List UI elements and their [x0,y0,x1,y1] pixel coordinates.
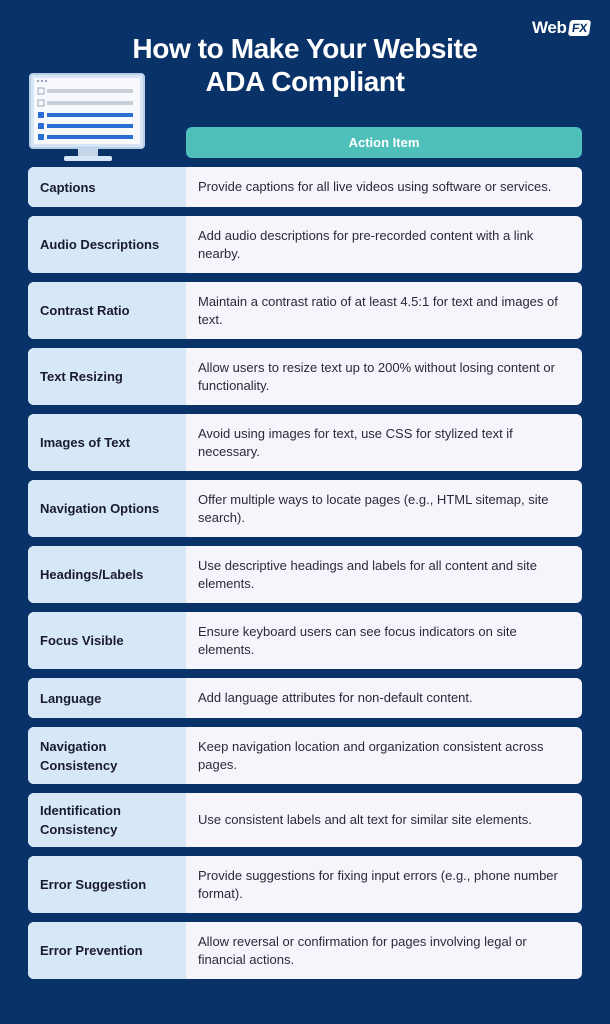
row-description: Maintain a contrast ratio of at least 4.5:1 for text and images of text. [198,293,558,327]
row-label: Focus Visible [28,612,186,669]
row-label: Captions [28,167,186,207]
table-row [28,216,582,273]
compliance-table [28,167,582,988]
row-description: Allow reversal or confirmation for pages involving legal or financial actions. [198,933,527,967]
title-line-1: How to Make Your Website [132,33,478,64]
table-row [28,414,582,471]
table-row [28,678,582,718]
monitor-icon [28,70,148,166]
table-row [28,856,582,913]
row-description: Provide suggestions for fixing input errors (e.g., phone number format). [198,867,558,901]
table-row [28,793,582,847]
row-label: Language [28,678,186,718]
row-label: Text Resizing [28,348,186,405]
row-label: Error Prevention [28,922,186,979]
row-description: Keep navigation location and organization consistent across pages. [198,738,544,772]
row-description: Add language attributes for non-default content. [198,690,473,705]
row-label: Audio Descriptions [28,216,186,273]
logo-fx-badge: FX [568,20,592,36]
row-description: Avoid using images for text, use CSS for stylized text if necessary. [198,425,513,459]
row-label: Identification Consistency [28,793,186,847]
table-row [28,480,582,537]
row-description: Ensure keyboard users can see focus indicators on site elements. [198,623,517,657]
row-description: Provide captions for all live videos using software or services. [198,179,552,194]
logo-web-text: Web [531,18,567,37]
table-row [28,546,582,603]
table-row [28,612,582,669]
row-description: Allow users to resize text up to 200% without losing content or functionality. [198,359,555,393]
row-label: Navigation Consistency [28,727,186,784]
title-line-2: ADA Compliant [205,66,405,97]
table-row [28,922,582,979]
row-description: Use descriptive headings and labels for all content and site elements. [198,557,537,591]
row-label: Headings/Labels [28,546,186,603]
table-row [28,727,582,784]
row-label: Error Suggestion [28,856,186,913]
row-description: Add audio descriptions for pre-recorded content with a link nearby. [198,227,534,261]
row-description: Offer multiple ways to locate pages (e.g., HTML sitemap, site search). [198,491,549,525]
row-label: Images of Text [28,414,186,471]
table-row [28,348,582,405]
table-row [28,282,582,339]
row-label: Contrast Ratio [28,282,186,339]
table-row [28,167,582,207]
action-item-header: Action Item [186,127,582,158]
row-description: Use consistent labels and alt text for similar site elements. [198,812,532,827]
row-label: Navigation Options [28,480,186,537]
